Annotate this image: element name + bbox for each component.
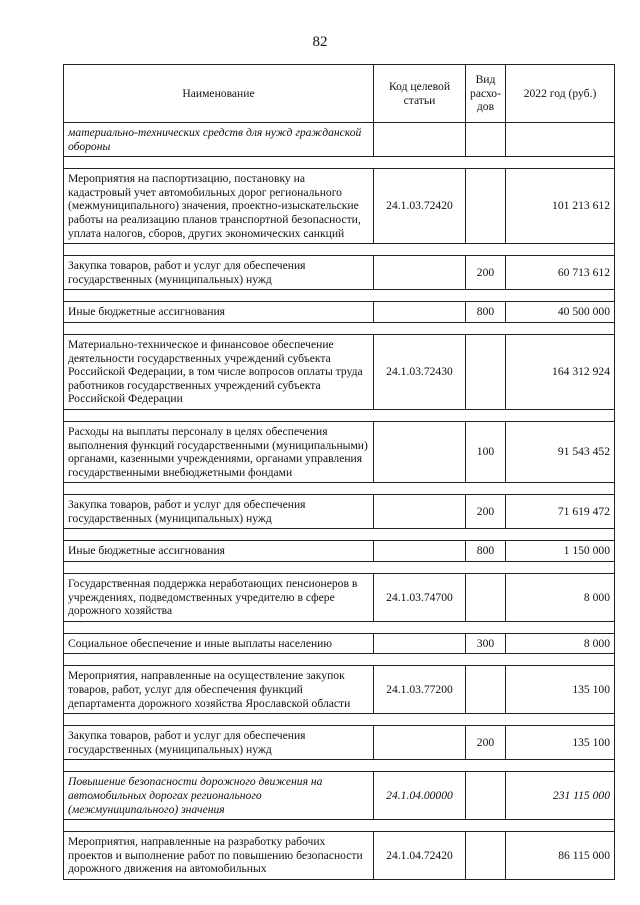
row-code: 24.1.03.72420: [374, 169, 466, 244]
row-amount: 40 500 000: [506, 302, 615, 323]
table-row: [64, 832, 615, 880]
row-amount: 86 115 000: [506, 832, 615, 880]
row-type: 200: [466, 256, 506, 290]
row-amount: 135 100: [506, 726, 615, 760]
budget-table: [63, 64, 615, 880]
header-type: Вид расхо-дов: [466, 65, 506, 123]
row-amount: 60 713 612: [506, 256, 615, 290]
row-code: [374, 541, 466, 562]
row-name: Мероприятия, направленные на разработку рабочих проектов и выполнение работ по повышению безопасности дорожного движения на автомобильных: [64, 832, 374, 880]
row-type: 300: [466, 633, 506, 654]
row-code: [374, 302, 466, 323]
row-name: Иные бюджетные ассигнования: [64, 541, 374, 562]
row-type: [466, 772, 506, 820]
row-code: [374, 633, 466, 654]
row-name: Социальное обеспечение и иные выплаты населению: [64, 633, 374, 654]
row-code: [374, 421, 466, 482]
row-type: 100: [466, 421, 506, 482]
row-name: Мероприятия на паспортизацию, постановку на кадастровый учет автомобильных дорог регионального (межмуниципального) значения, проектно-изыскательские работы на реализацию планов транспортной безопасности, уплата налогов, сборов, других экономических санкций: [64, 169, 374, 244]
table-row: [64, 541, 615, 562]
row-code: [374, 726, 466, 760]
table-row: [64, 574, 615, 622]
page-number: 82: [312, 34, 328, 50]
row-name: Расходы на выплаты персоналу в целях обеспечения выполнения функций государственными (муниципальными) органами, казенными учреждениями, органами управления государственными внебюджетными фондами: [64, 421, 374, 482]
row-type: 800: [466, 541, 506, 562]
table-row: [64, 726, 615, 760]
row-code: [374, 256, 466, 290]
row-amount: 231 115 000: [506, 772, 615, 820]
row-name: Иные бюджетные ассигнования: [64, 302, 374, 323]
row-code: 24.1.04.72420: [374, 832, 466, 880]
row-amount: 164 312 924: [506, 334, 615, 409]
row-name: Повышение безопасности дорожного движения на автомобильных дорогах регионального (межмуниципального) значения: [64, 772, 374, 820]
row-type: [466, 832, 506, 880]
row-amount: 8 000: [506, 633, 615, 654]
row-amount: 71 619 472: [506, 495, 615, 529]
row-code: 24.1.04.00000: [374, 772, 466, 820]
row-code: 24.1.03.74700: [374, 574, 466, 622]
row-type: 800: [466, 302, 506, 323]
row-type: 200: [466, 495, 506, 529]
header-code: Код целевой статьи: [374, 65, 466, 123]
table-row: [64, 334, 615, 409]
row-code: 24.1.03.72430: [374, 334, 466, 409]
row-code: 24.1.03.77200: [374, 666, 466, 714]
row-code: [374, 123, 466, 157]
row-type: [466, 123, 506, 157]
table-row: [64, 302, 615, 323]
row-amount: 8 000: [506, 574, 615, 622]
row-amount: 91 543 452: [506, 421, 615, 482]
row-name: Мероприятия, направленные на осуществление закупок товаров, работ, услуг для обеспечения функций департамента дорожного хозяйства Ярославской области: [64, 666, 374, 714]
table-row: [64, 123, 615, 157]
table-row: [64, 495, 615, 529]
row-amount: 1 150 000: [506, 541, 615, 562]
table-row: [64, 633, 615, 654]
row-amount: 135 100: [506, 666, 615, 714]
row-amount: [506, 123, 615, 157]
row-name: Государственная поддержка неработающих пенсионеров в учреждениях, подведомственных учредителю в сфере дорожного хозяйства: [64, 574, 374, 622]
header-amount: 2022 год (руб.): [506, 65, 615, 123]
row-amount: 101 213 612: [506, 169, 615, 244]
table-row: [64, 421, 615, 482]
row-type: [466, 666, 506, 714]
table-row: [64, 666, 615, 714]
table-row: [64, 772, 615, 820]
table-header-row: [64, 65, 615, 123]
row-name: Закупка товаров, работ и услуг для обеспечения государственных (муниципальных) нужд: [64, 726, 374, 760]
row-type: [466, 574, 506, 622]
row-code: [374, 495, 466, 529]
row-name: Закупка товаров, работ и услуг для обеспечения государственных (муниципальных) нужд: [64, 495, 374, 529]
row-type: [466, 169, 506, 244]
row-name: Закупка товаров, работ и услуг для обеспечения государственных (муниципальных) нужд: [64, 256, 374, 290]
row-name: Материально-техническое и финансовое обеспечение деятельности государственных учреждений субъекта Российской Федерации, в том числе вопросов оплаты труда работников государственных учреждений субъекта Российской Федерации: [64, 334, 374, 409]
table-row: [64, 256, 615, 290]
row-name: материально-технических средств для нужд гражданской обороны: [64, 123, 374, 157]
table-row: [64, 169, 615, 244]
row-type: 200: [466, 726, 506, 760]
header-name: Наименование: [64, 65, 374, 123]
row-type: [466, 334, 506, 409]
